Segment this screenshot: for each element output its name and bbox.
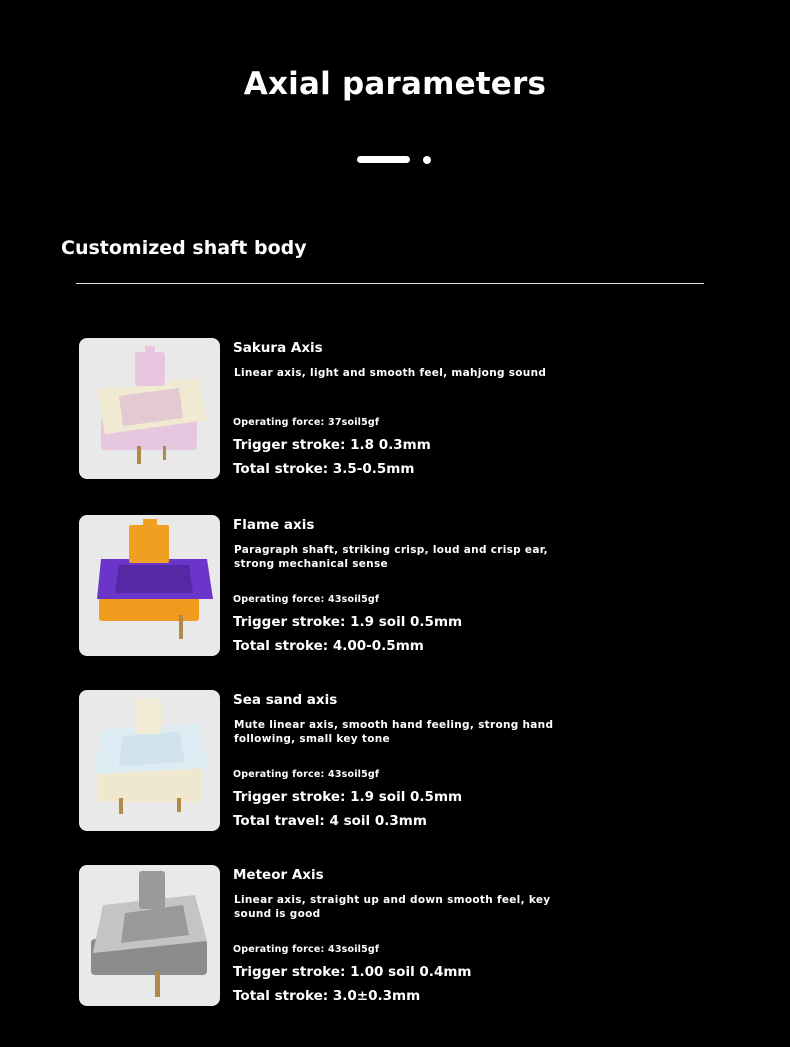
switch-description: Linear axis, light and smooth feel, mahjong sound xyxy=(234,367,547,379)
total-stroke: Total travel: 4 soil 0.3mm xyxy=(233,813,427,829)
keyboard-switch-icon xyxy=(79,690,220,831)
switch-description: Paragraph shaft, striking crisp, loud and crisp ear, strong mechanical sense xyxy=(234,544,548,570)
operating-force: Operating force: 43soil5gf xyxy=(233,594,380,605)
section-title: Customized shaft body xyxy=(61,237,307,259)
operating-force: Operating force: 37soil5gf xyxy=(233,417,380,428)
switch-image xyxy=(79,515,220,656)
keyboard-switch-icon xyxy=(79,515,220,656)
switch-card xyxy=(79,865,719,1007)
switch-name: Flame axis xyxy=(233,517,315,533)
switch-name: Sakura Axis xyxy=(233,340,323,356)
trigger-stroke: Trigger stroke: 1.00 soil 0.4mm xyxy=(233,964,472,980)
trigger-stroke: Trigger stroke: 1.8 0.3mm xyxy=(233,437,431,453)
indicator-dot[interactable] xyxy=(423,156,431,164)
section-divider xyxy=(76,283,704,284)
total-stroke: Total stroke: 3.5-0.5mm xyxy=(233,461,415,477)
operating-force: Operating force: 43soil5gf xyxy=(233,769,380,780)
switch-description: Linear axis, straight up and down smooth feel, key sound is good xyxy=(234,894,551,920)
keyboard-switch-icon xyxy=(79,865,220,1006)
switch-card xyxy=(79,338,719,480)
switch-card xyxy=(79,690,719,832)
switch-image xyxy=(79,865,220,1006)
page-title: Axial parameters xyxy=(243,66,547,102)
total-stroke: Total stroke: 4.00-0.5mm xyxy=(233,638,424,654)
switch-image xyxy=(79,338,220,479)
keyboard-switch-icon xyxy=(79,338,220,479)
indicator-active-dash[interactable] xyxy=(357,156,410,163)
trigger-stroke: Trigger stroke: 1.9 soil 0.5mm xyxy=(233,614,463,630)
switch-card xyxy=(79,515,719,657)
total-stroke: Total stroke: 3.0±0.3mm xyxy=(233,988,421,1004)
switch-description: Mute linear axis, smooth hand feeling, strong hand following, small key tone xyxy=(234,719,554,745)
trigger-stroke: Trigger stroke: 1.9 soil 0.5mm xyxy=(233,789,463,805)
switch-image xyxy=(79,690,220,831)
switch-name: Meteor Axis xyxy=(233,867,324,883)
switch-name: Sea sand axis xyxy=(233,692,338,708)
operating-force: Operating force: 43soil5gf xyxy=(233,944,380,955)
